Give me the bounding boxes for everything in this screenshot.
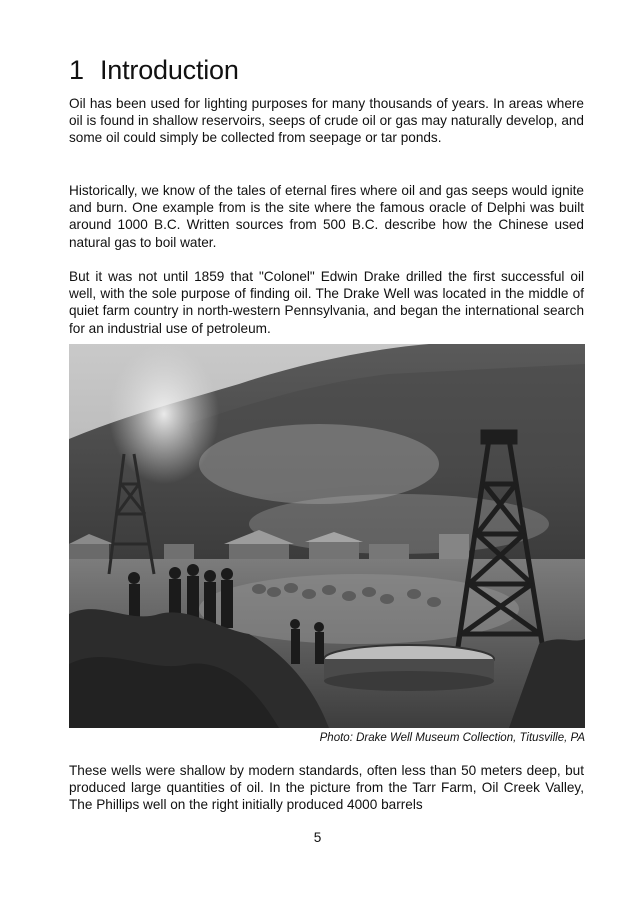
photo-caption: Photo: Drake Well Museum Collection, Titusville, PA bbox=[319, 732, 585, 744]
historic-oil-field-photo bbox=[69, 344, 585, 728]
paragraph-eternal-fires: Historically, we know of the tales of eternal fires where oil and gas seeps would ignite and burn. One example from is the site where the famous oracle of Delphi was built around 1000 B.C. Written sources from 500 B.C. describe how the Chinese used natural gas to boil water. bbox=[69, 183, 584, 250]
section-number: 1 bbox=[69, 55, 84, 85]
paragraph-drake-well: But it was not until 1859 that "Colonel" Edwin Drake drilled the first successful oil well, with the sole purpose of finding oil. The Drake Well was located in the middle of quiet farm country in north-western Pennsylvania, and began the international search for an industrial use of petroleum. bbox=[69, 269, 584, 336]
section-heading bbox=[69, 52, 239, 88]
paragraph-oil-lighting: Oil has been used for lighting purposes for many thousands of years. In areas where oil is found in shallow reservoirs, seeps of crude oil or gas may naturally develop, and some oil could simply be collected from seepage or tar ponds. bbox=[69, 96, 584, 146]
photo-illustration bbox=[69, 344, 585, 728]
paragraph-shallow-wells: These wells were shallow by modern standards, often less than 50 meters deep, but produced large quantities of oil. In the picture from the Tarr Farm, Oil Creek Valley, The Phillips well on the right initially produced 4000 barrels bbox=[69, 763, 584, 813]
page-number: 5 bbox=[313, 830, 322, 845]
section-title: Introduction bbox=[100, 55, 239, 85]
